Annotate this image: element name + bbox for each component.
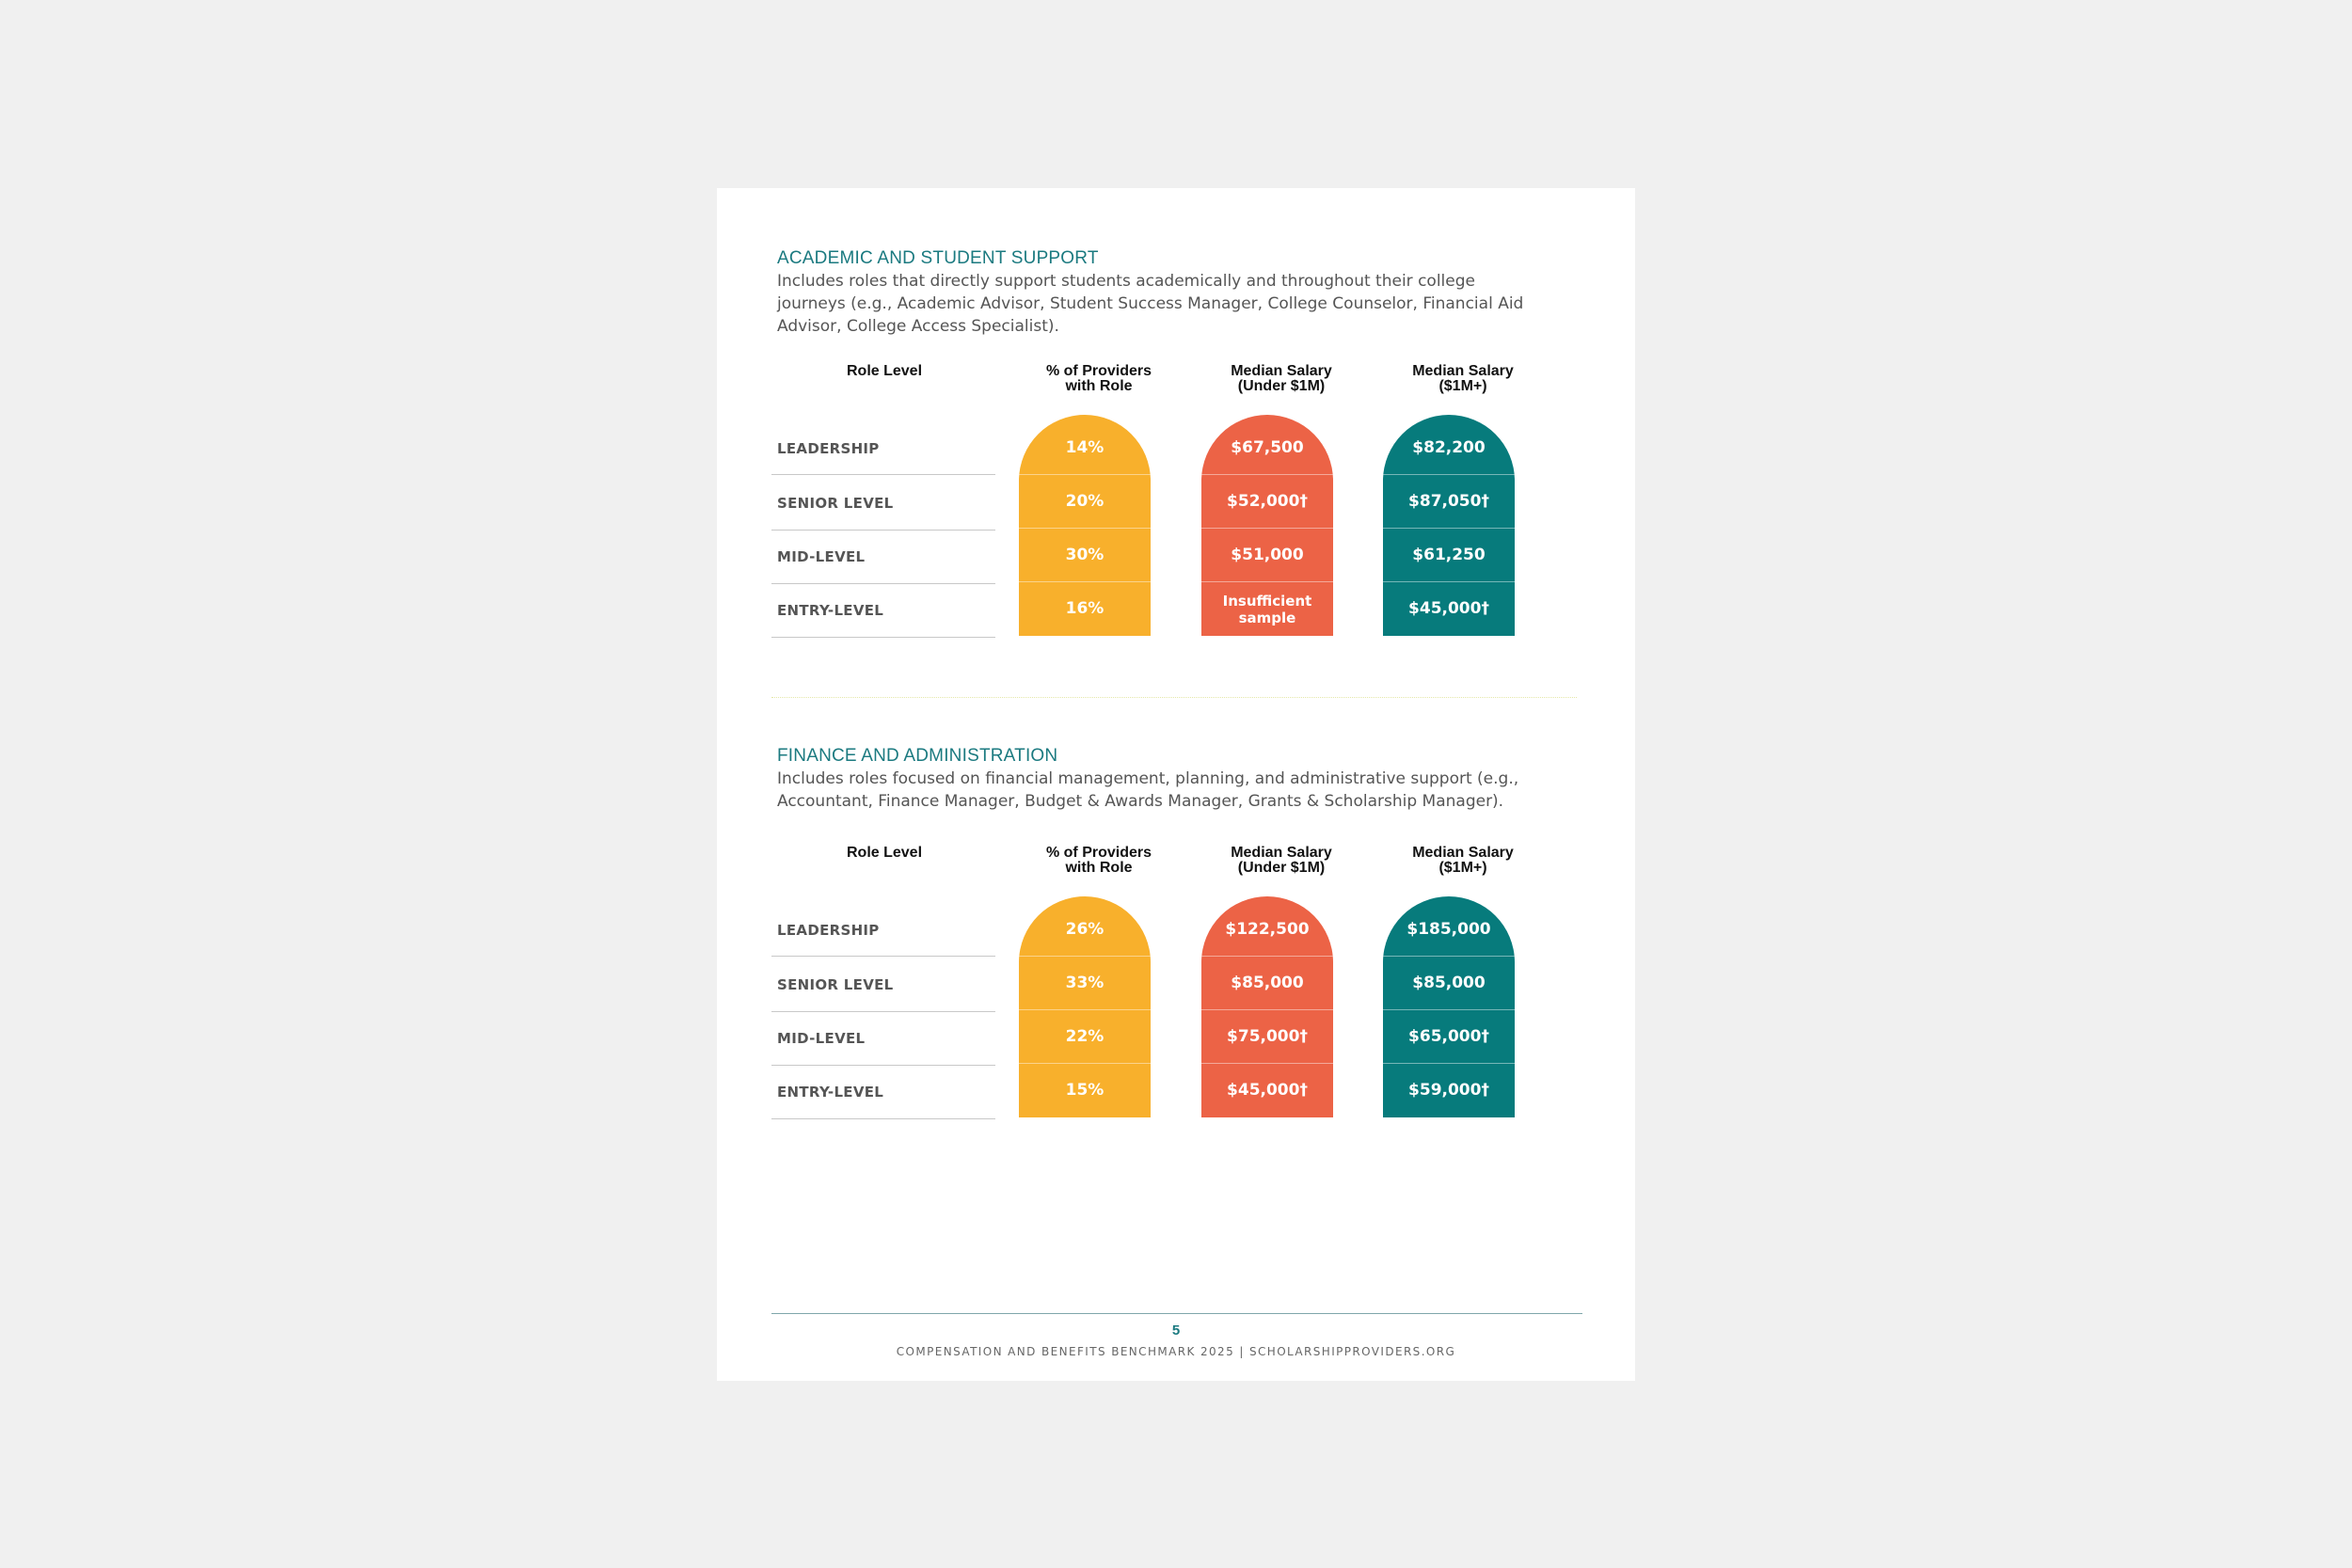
report-page	[717, 188, 1635, 1381]
providers-cell: 20%	[1019, 475, 1151, 529]
providers-column	[1019, 896, 1151, 1117]
providers-cell: 16%	[1065, 599, 1104, 618]
header-salary-under-1m: Median Salary (Under $1M)	[1231, 845, 1332, 876]
section-description: Includes roles that directly support students academically and throughout their college journeys (e.g., Academic Advisor, Student Success Manager, College Counselor, Financial Aid Advisor, College Access Specialist).	[777, 272, 1524, 336]
role-label: LEADERSHIP	[777, 440, 880, 457]
section-description: Includes roles focused on financial management, planning, and administrative support (e.g., Accountant, Finance Manager, Budget & Awards Manager, Grants & Scholarship Manager).	[777, 769, 1519, 811]
role-label: ENTRY-LEVEL	[777, 1084, 884, 1101]
salary-cell: $52,000†	[1201, 475, 1333, 529]
salary-cell-insufficient: Insufficient sample	[1222, 592, 1312, 626]
providers-cell: 14%	[1019, 415, 1151, 475]
salary-cell: $122,500	[1201, 896, 1333, 957]
role-row-leadership	[771, 421, 995, 475]
role-row-senior	[771, 958, 995, 1012]
role-label: MID-LEVEL	[777, 1030, 866, 1047]
salary-cell: $61,250	[1383, 529, 1515, 582]
role-row-entry	[771, 583, 995, 638]
role-row-leadership	[771, 903, 995, 957]
salary-over-1m-column	[1383, 896, 1515, 1117]
salary-cell: $45,000†	[1227, 1081, 1308, 1100]
salary-cell: $45,000†	[1408, 599, 1489, 618]
role-label: SENIOR LEVEL	[777, 976, 894, 993]
header-salary-under-1m: Median Salary (Under $1M)	[1231, 363, 1332, 394]
header-role-level: Role Level	[846, 845, 923, 861]
role-row-mid	[771, 530, 995, 584]
providers-cell: 26%	[1019, 896, 1151, 957]
salary-cell: $85,000	[1383, 957, 1515, 1010]
role-row-senior	[771, 476, 995, 531]
providers-cell: 30%	[1019, 529, 1151, 582]
salary-cell: $82,200	[1383, 415, 1515, 475]
salary-under-1m-column	[1201, 896, 1333, 1117]
providers-cell: 15%	[1065, 1081, 1104, 1100]
salary-cell: $67,500	[1201, 415, 1333, 475]
providers-cell: 33%	[1019, 957, 1151, 1010]
salary-cell: $65,000†	[1383, 1010, 1515, 1064]
role-row-entry	[771, 1065, 995, 1119]
salary-cell: $75,000†	[1201, 1010, 1333, 1064]
providers-cell: 22%	[1019, 1010, 1151, 1064]
salary-cell: $87,050†	[1383, 475, 1515, 529]
salary-over-1m-column	[1383, 415, 1515, 636]
header-providers: % of Providers with Role	[1045, 363, 1152, 394]
section-title: FINANCE AND ADMINISTRATION	[777, 746, 1058, 766]
role-row-mid	[771, 1011, 995, 1066]
header-role-level: Role Level	[846, 363, 923, 379]
role-label: MID-LEVEL	[777, 548, 866, 565]
header-providers: % of Providers with Role	[1045, 845, 1152, 876]
salary-cell: $51,000	[1201, 529, 1333, 582]
providers-column	[1019, 415, 1151, 636]
salary-cell: $59,000†	[1408, 1081, 1489, 1100]
footer-text: COMPENSATION AND BENEFITS BENCHMARK 2025 | SCHOLARSHIPPROVIDERS.ORG	[896, 1345, 1456, 1358]
role-label: SENIOR LEVEL	[777, 495, 894, 512]
salary-cell: $185,000	[1383, 896, 1515, 957]
salary-under-1m-column	[1201, 415, 1333, 636]
salary-cell: $85,000	[1201, 957, 1333, 1010]
role-label: ENTRY-LEVEL	[777, 602, 884, 619]
role-label: LEADERSHIP	[777, 922, 880, 939]
header-salary-over-1m: Median Salary ($1M+)	[1412, 363, 1514, 394]
page-number: 5	[1171, 1323, 1181, 1338]
footer-rule	[771, 1313, 1582, 1314]
section-title: ACADEMIC AND STUDENT SUPPORT	[777, 248, 1099, 268]
header-salary-over-1m: Median Salary ($1M+)	[1412, 845, 1514, 876]
section-divider	[771, 697, 1577, 698]
